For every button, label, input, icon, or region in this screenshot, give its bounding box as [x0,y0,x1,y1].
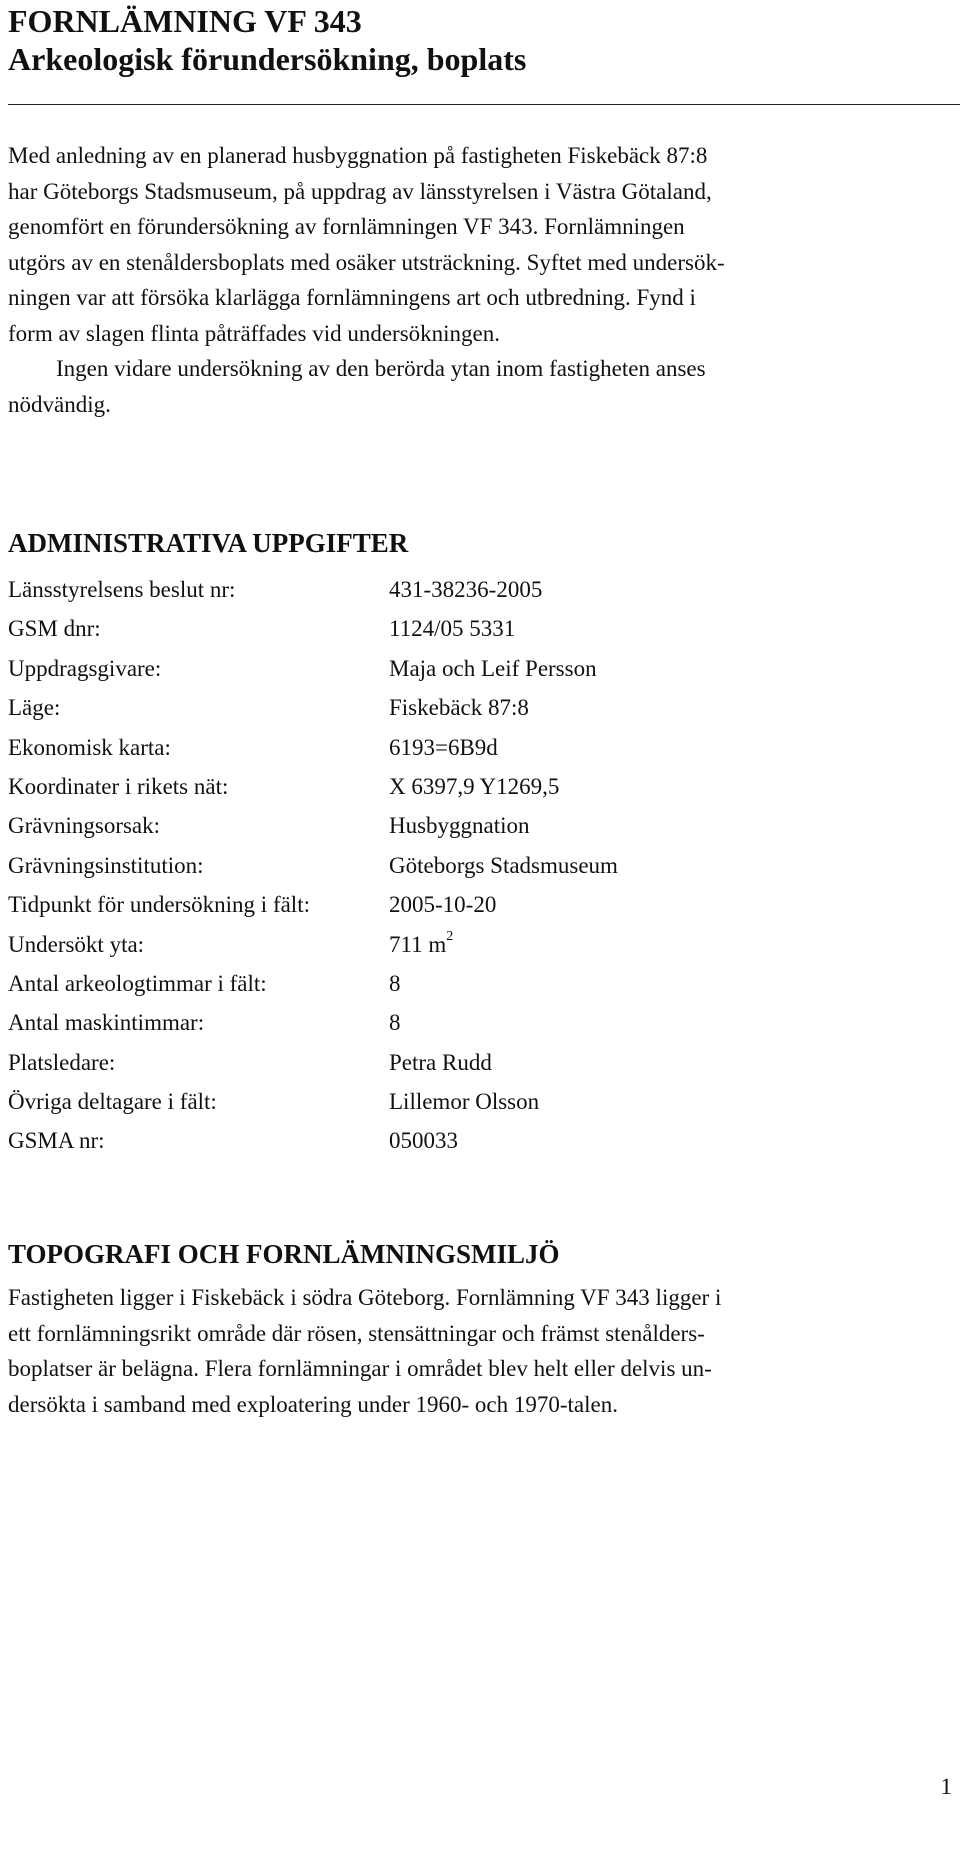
admin-value: 050033 [389,1128,458,1154]
area-unit-superscript: 2 [446,928,454,944]
admin-label: Ekonomisk karta: [8,734,171,760]
admin-value: Fiskebäck 87:8 [389,695,529,721]
intro-line: ningen var att försöka klarlägga fornlämningens art och utbredning. Fynd i [8,285,696,310]
intro-paragraph [8,138,888,422]
admin-row [8,1121,708,1160]
admin-value: X 6397,9 Y1269,5 [389,773,560,799]
area-value: 711 m [389,931,447,957]
admin-label: GSM dnr: [8,616,101,642]
title-line-1: FORNLÄMNING VF 343 [8,3,362,39]
admin-value: 2005-10-20 [389,892,497,918]
admin-label: Undersökt yta: [8,931,145,957]
admin-label: Grävningsinstitution: [8,852,204,878]
intro-line: form av slagen flinta påträffades vid undersökningen. [8,320,501,346]
admin-table [8,570,708,1161]
admin-label: Koordinater i rikets nät: [8,773,229,799]
admin-row [8,649,708,688]
intro-line: Med anledning av en planerad husbyggnation på fastigheten Fiskebäck 87:8 [8,143,708,168]
admin-row [8,688,708,727]
admin-value: Petra Rudd [389,1049,492,1075]
admin-label: Antal arkeologtimmar i fält: [8,970,267,996]
admin-row [8,925,708,964]
admin-value: 8 [389,1010,401,1036]
admin-row [8,1043,708,1082]
admin-label: Övriga deltagare i fält: [8,1089,217,1115]
intro-line: genomfört en förundersökning av fornlämningen VF 343. Fornlämningen [8,214,685,239]
admin-value: 1124/05 5331 [389,616,516,642]
admin-row [8,570,708,609]
admin-row [8,728,708,767]
admin-row [8,1082,708,1121]
admin-row [8,846,708,885]
admin-value: 6193=6B9d [389,734,498,760]
topografi-line: Fastigheten ligger i Fiskebäck i södra Göteborg. Fornlämning VF 343 ligger i [8,1285,722,1310]
admin-row [8,964,708,1003]
topografi-line: ett fornlämningsrikt område där rösen, stensättningar och främst stenålders- [8,1320,705,1346]
admin-value: 8 [389,970,401,996]
admin-label: Platsledare: [8,1049,116,1075]
admin-row [8,885,708,924]
admin-heading: ADMINISTRATIVA UPPGIFTER [8,528,409,558]
admin-label: Antal maskintimmar: [8,1010,205,1036]
admin-label: Läge: [8,695,61,721]
document-title [8,2,960,78]
admin-label: GSMA nr: [8,1128,105,1154]
page-number: 1 [940,1774,952,1799]
topografi-paragraph [8,1280,888,1422]
admin-label: Tidpunkt för undersökning i fält: [8,892,310,918]
admin-value: Göteborgs Stadsmuseum [389,852,618,878]
admin-value: 431-38236-2005 [389,577,543,602]
intro-line: nödvändig. [8,391,111,417]
intro-line: utgörs av en stenåldersboplats med osäker utsträckning. Syftet med undersök- [8,249,725,275]
topografi-line: dersökta i samband med exploatering under 1960- och 1970-talen. [8,1391,618,1417]
admin-label: Länsstyrelsens beslut nr: [8,577,236,602]
admin-label: Uppdragsgivare: [8,655,162,681]
admin-row [8,806,708,845]
intro-line: Ingen vidare undersökning av den berörda ytan inom fastigheten anses [56,356,706,381]
title-divider [8,104,960,105]
admin-row [8,1003,708,1042]
admin-value: Lillemor Olsson [389,1089,540,1115]
intro-line: har Göteborgs Stadsmuseum, på uppdrag av länsstyrelsen i Västra Götaland, [8,178,712,204]
admin-value: Maja och Leif Persson [389,655,597,681]
admin-value [389,925,453,964]
title-line-2: Arkeologisk förundersökning, boplats [8,41,527,77]
admin-row [8,767,708,806]
admin-label: Grävningsorsak: [8,813,161,839]
topografi-heading: TOPOGRAFI OCH FORNLÄMNINGSMILJÖ [8,1239,560,1269]
admin-row [8,609,708,648]
admin-value: Husbyggnation [389,813,530,839]
topografi-line: boplatser är belägna. Flera fornlämningar i området blev helt eller delvis un- [8,1356,712,1381]
